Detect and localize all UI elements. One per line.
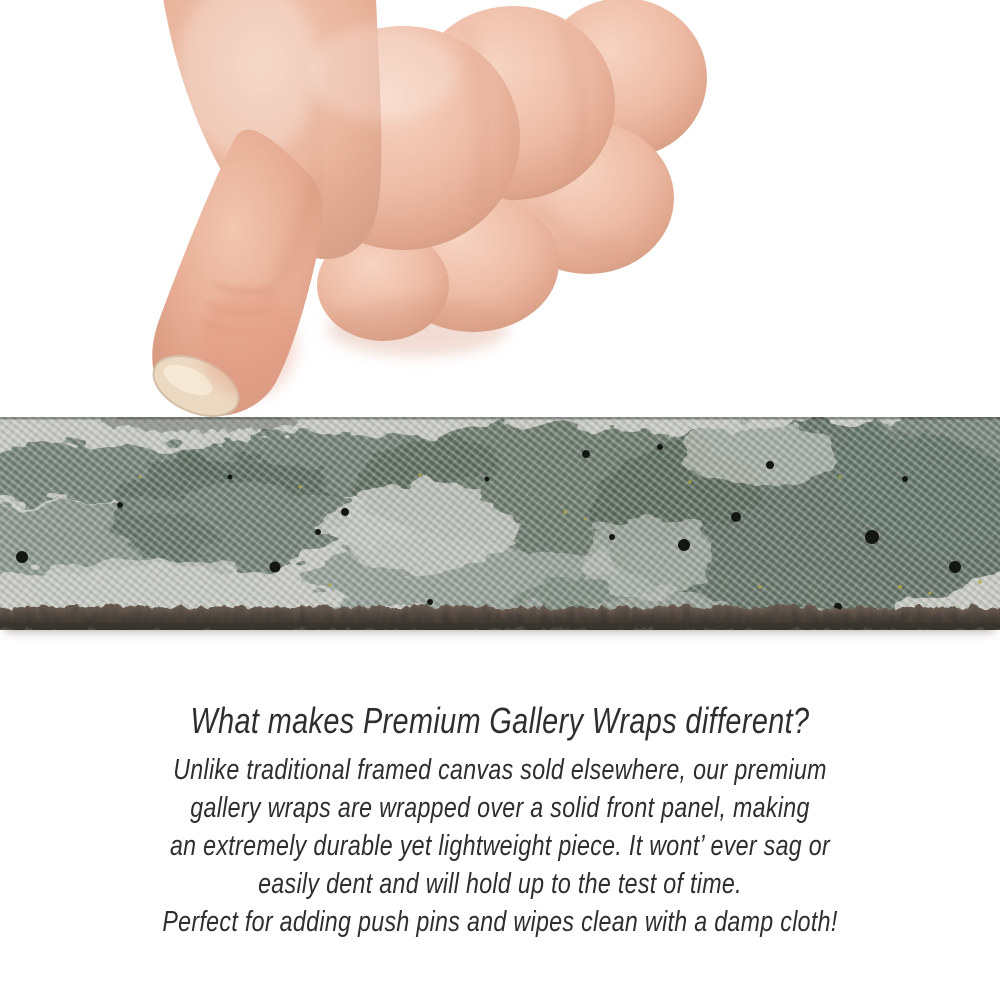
caption-line-4: easily dent and will hold up to the test of time. <box>258 868 742 900</box>
hand-thumb-press-photo <box>118 0 718 426</box>
thumb-blush <box>200 288 296 398</box>
canvas-wrap-edge-strip <box>0 417 1000 630</box>
caption-block <box>0 698 1000 941</box>
grain-light <box>0 417 1000 615</box>
knuckle-highlight <box>308 25 458 121</box>
caption-heading: What makes Premium Gallery Wraps different? <box>190 700 810 741</box>
caption-line-3: an extremely durable yet lightweight piece. It wont’ ever sag or <box>169 830 831 862</box>
caption-line-2: gallery wraps are wrapped over a solid front panel, making <box>190 792 810 824</box>
caption-line-5: Perfect for adding push pins and wipes clean with a damp cloth! <box>162 906 838 938</box>
caption-line-1: Unlike traditional framed canvas sold elsewhere, our premium <box>173 754 827 786</box>
panel-edge-line <box>0 623 1000 630</box>
fingertip-shadow <box>328 300 508 356</box>
